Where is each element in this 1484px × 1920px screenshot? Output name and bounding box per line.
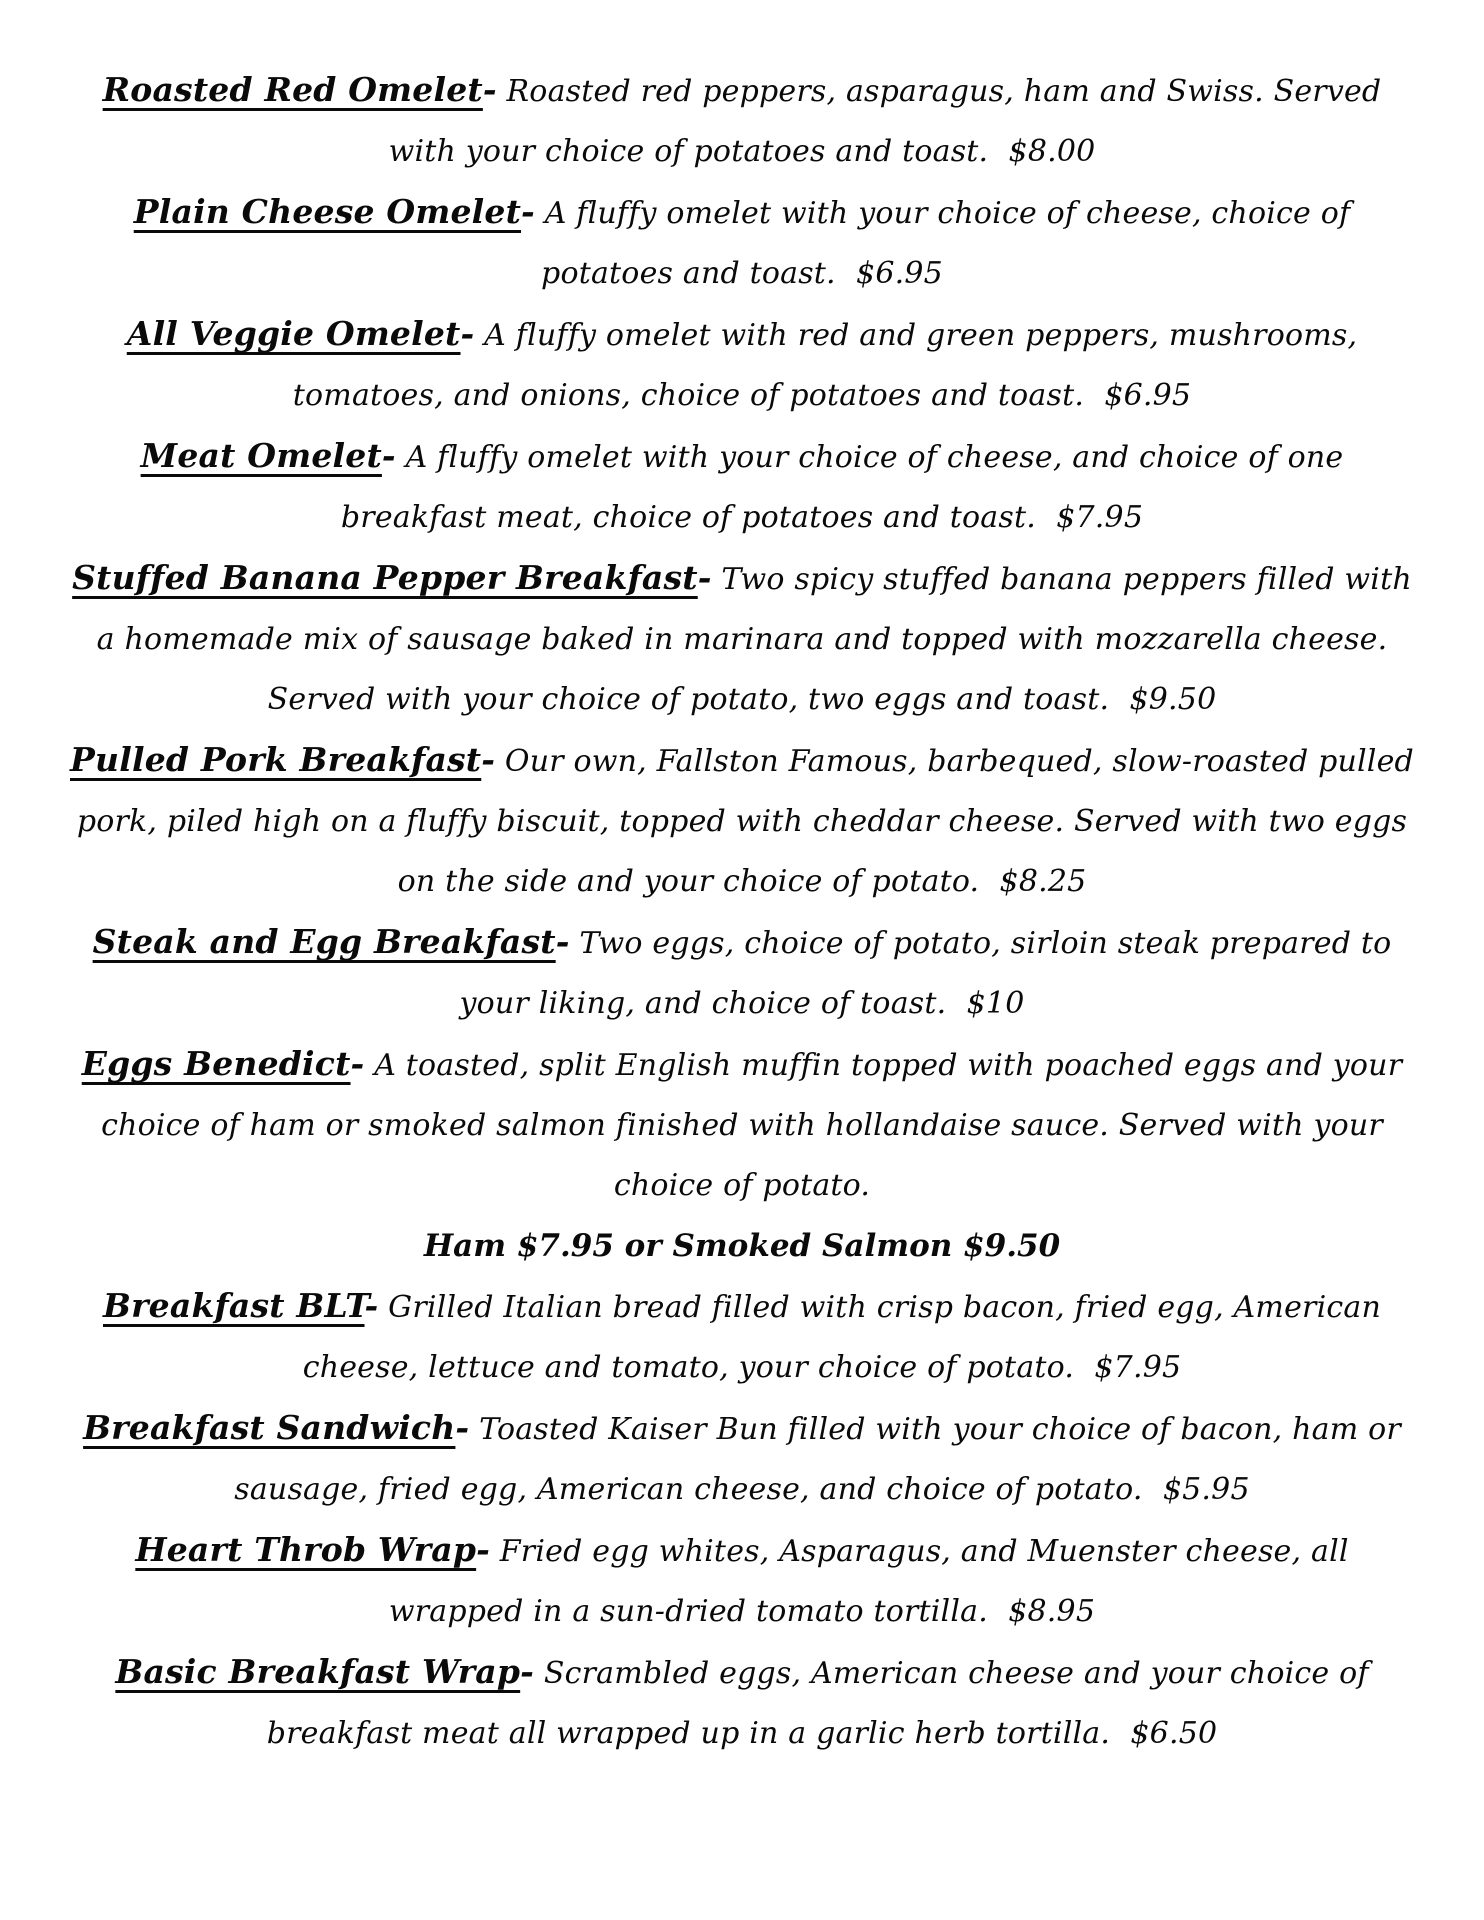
- item-name-dash: -: [381, 436, 396, 475]
- item-name-dash: -: [455, 1408, 470, 1447]
- item-description: Scrambled eggs, American cheese and your choice of breakfast meat all wrapped up in a garlic herb tortilla.: [266, 1656, 1369, 1751]
- item-name-dash: -: [364, 1286, 379, 1325]
- menu-item-heart-throb-wrap: [68, 1520, 1416, 1642]
- item-description: Toasted Kaiser Bun filled with your choice of bacon, ham or sausage, fried egg, American cheese, and choice of potato.: [234, 1412, 1401, 1507]
- item-description: A fluffy omelet with your choice of cheese, and choice of one breakfast meat, choice of potatoes and toast.: [340, 440, 1344, 535]
- item-name: Stuffed Banana Pepper Breakfast: [72, 558, 698, 597]
- item-price: $7.95: [1094, 1350, 1182, 1385]
- item-price: $6.95: [856, 256, 943, 291]
- item-price: $8.25: [999, 864, 1087, 899]
- item-name-dash: -: [482, 70, 497, 109]
- item-description: A fluffy omelet with your choice of cheese, choice of potatoes and toast.: [541, 196, 1351, 291]
- item-description: A toasted, split English muffin topped with poached eggs and your choice of ham or smoked salmon finished with hollandaise sauce. Served with your choice of potato.: [101, 1048, 1403, 1203]
- menu-item-plain-cheese-omelet: [68, 182, 1416, 304]
- item-name-dash: -: [460, 314, 475, 353]
- item-name: Heart Throb Wrap: [135, 1530, 477, 1569]
- menu-item-basic-breakfast-wrap: [68, 1642, 1416, 1764]
- menu-item-roasted-red-omelet: [68, 60, 1416, 182]
- item-name: Plain Cheese Omelet: [133, 192, 522, 231]
- item-name-dash: -: [481, 740, 496, 779]
- item-price: $5.95: [1162, 1472, 1250, 1507]
- item-description: Two eggs, choice of potato, sirloin steak prepared to your liking, and choice of toast.: [459, 926, 1392, 1021]
- item-name: Roasted Red Omelet: [102, 70, 483, 109]
- item-name: Meat Omelet: [140, 436, 382, 475]
- menu-item-stuffed-banana-pepper-breakfast: [68, 548, 1416, 730]
- menu-item-eggs-benedict: [68, 1034, 1416, 1216]
- item-description: Grilled Italian bread filled with crisp bacon, fried egg, American cheese, lettuce and tomato, your choice of potato.: [302, 1290, 1381, 1385]
- item-name: Breakfast BLT: [103, 1286, 365, 1325]
- item-description: Two spicy stuffed banana peppers filled with a homemade mix of sausage baked in marinara and topped with mozzarella cheese. Served with your choice of potato, two eggs and toast.: [96, 562, 1412, 717]
- menu-item-pulled-pork-breakfast: [68, 730, 1416, 912]
- item-description: Our own, Fallston Famous, barbequed, slow-roasted pulled pork, piled high on a fluffy biscuit, topped with cheddar cheese. Served with two eggs on the side and your choice of potato.: [76, 744, 1414, 899]
- menu-item-breakfast-blt: [68, 1276, 1416, 1398]
- item-name: Eggs Benedict: [81, 1044, 351, 1083]
- menu-item-breakfast-sandwich: [68, 1398, 1416, 1520]
- eggs-benedict-price-line: Ham $7.95 or Smoked Salmon $9.50: [423, 1228, 1061, 1264]
- item-name-dash: -: [350, 1044, 365, 1083]
- item-price: $7.95: [1056, 500, 1144, 535]
- item-price: $8.95: [1008, 1594, 1096, 1629]
- item-name: Steak and Egg Breakfast: [92, 922, 556, 961]
- menu-item-steak-and-egg-breakfast: [68, 912, 1416, 1034]
- item-name: All Veggie Omelet: [126, 314, 461, 353]
- item-description: Fried egg whites, Asparagus, and Muenster cheese, all wrapped in a sun-dried tomato tortilla.: [388, 1534, 1349, 1629]
- item-name-dash: -: [520, 1652, 535, 1691]
- item-price: $9.50: [1129, 682, 1217, 717]
- item-name: Basic Breakfast Wrap: [115, 1652, 521, 1691]
- item-description: Roasted red peppers, asparagus, ham and Swiss. Served with your choice of potatoes and toast.: [388, 74, 1382, 169]
- item-name: Breakfast Sandwich: [83, 1408, 456, 1447]
- item-price: $10: [966, 986, 1025, 1021]
- item-name: Pulled Pork Breakfast: [70, 740, 482, 779]
- menu-item-all-veggie-omelet: [68, 304, 1416, 426]
- item-name-dash: -: [476, 1530, 491, 1569]
- item-price: $6.95: [1104, 378, 1192, 413]
- item-description: A fluffy omelet with red and green peppers, mushrooms, tomatoes, and onions, choice of potatoes and toast.: [292, 318, 1358, 413]
- item-price: $8.00: [1008, 134, 1096, 169]
- menu-item-meat-omelet: [68, 426, 1416, 548]
- item-name-dash: -: [697, 558, 712, 597]
- item-name-dash: -: [521, 192, 535, 231]
- item-price: $6.50: [1130, 1716, 1218, 1751]
- item-name-dash: -: [555, 922, 570, 961]
